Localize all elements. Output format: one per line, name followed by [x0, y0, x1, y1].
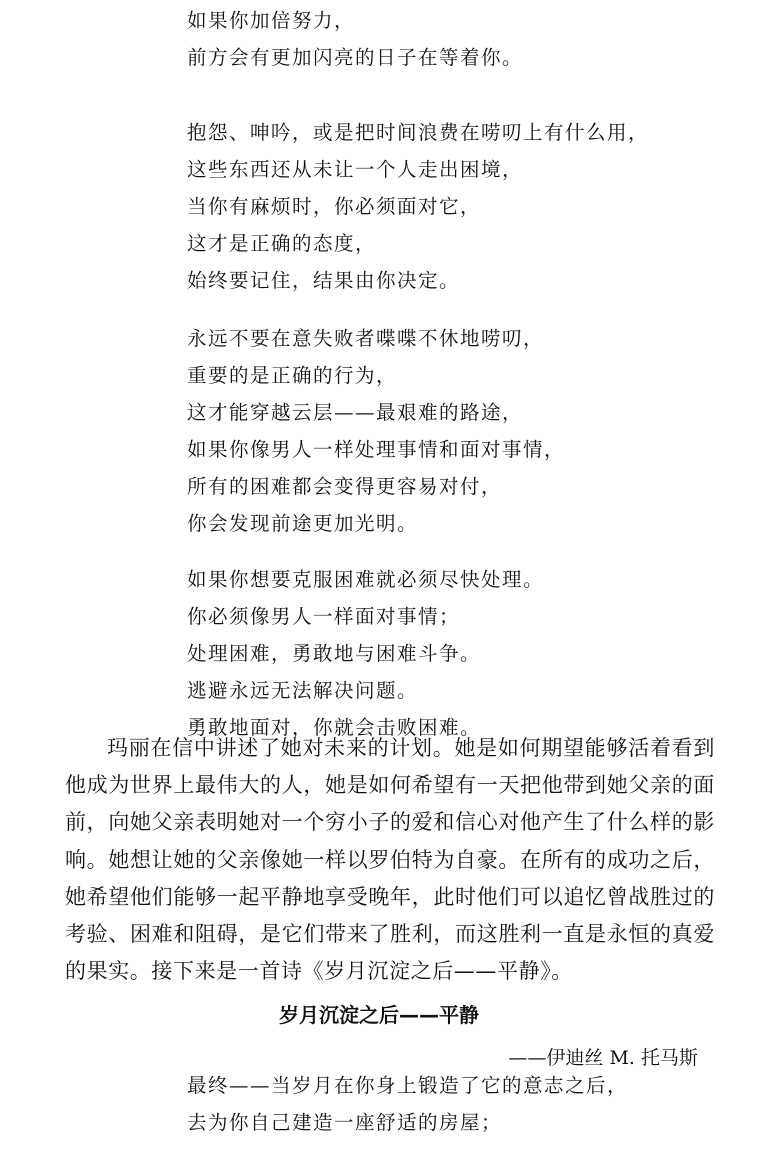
prose-paragraph: 玛丽在信中讲述了她对未来的计划。她是如何期望能够活着看到他成为世界上最伟大的人，她是如何希望有一天把他带到她父亲的面前，向她父亲表明她对一个穷小子的爱和信心对他产生了什么样的影响。她想让她的父亲像她一样以罗伯特为自豪。在所有的成功之后，她希望他们能够一起平静地享受晚年，此时他们可以追忆曾战胜过的考验、困难和阻碍，是它们带来了胜利，而这胜利一直是永恒的真爱的果实。接下来是一首诗《岁月沉淀之后——平静》。 [65, 736, 715, 984]
poem-line: 去为你自己建造一座舒适的房屋； [187, 1111, 503, 1134]
poem-line: 你必须像男人一样面对事情； [187, 605, 461, 628]
poem-stanza-4 [187, 561, 544, 746]
poem-stanza-2 [187, 114, 649, 299]
poem-line: 最终——当岁月在你身上锻造了它的意志之后， [187, 1074, 629, 1097]
poem-line: 重要的是正确的行为， [187, 364, 398, 387]
poem-line: 永远不要在意失败者喋喋不休地唠叨， [187, 327, 545, 350]
poem-line: 你会发现前途更加光明。 [187, 512, 419, 535]
poem-line: 所有的困难都会变得更容易对付， [187, 475, 503, 498]
poem-line: 如果你加倍努力， [187, 9, 356, 32]
poem-line: 抱怨、呻吟，或是把时间浪费在唠叨上有什么用， [187, 121, 650, 144]
poem-line: 这些东西还从未让一个人走出困境， [187, 158, 524, 181]
poem-line: 当你有麻烦时，你必须面对它， [187, 195, 482, 218]
poem-stanza-3 [187, 320, 565, 542]
poem-line: 始终要记住，结果由你决定。 [187, 269, 461, 292]
poem-line: 这才是正确的态度， [187, 232, 377, 255]
poem-line: 勇敢地面对，你就会击败困难。 [187, 716, 482, 739]
poem-line: 这才能穿越云层——最艰难的路途， [187, 401, 524, 424]
poem-line: 如果你想要克服困难就必须尽快处理。 [187, 568, 545, 591]
poem-title: 岁月沉淀之后——平静 [279, 1003, 479, 1027]
poem-author: ——伊迪丝 M. 托马斯 [508, 1047, 698, 1069]
poem-line: 逃避永远无法解决问题。 [187, 679, 419, 702]
poem-line: 前方会有更加闪亮的日子在等着你。 [187, 46, 524, 69]
poem-line: 处理困难，勇敢地与困难斗争。 [187, 642, 482, 665]
poem-stanza-5 [187, 1067, 628, 1141]
poem-stanza-1 [187, 2, 523, 76]
poem-line: 如果你像男人一样处理事情和面对事情， [187, 438, 566, 461]
